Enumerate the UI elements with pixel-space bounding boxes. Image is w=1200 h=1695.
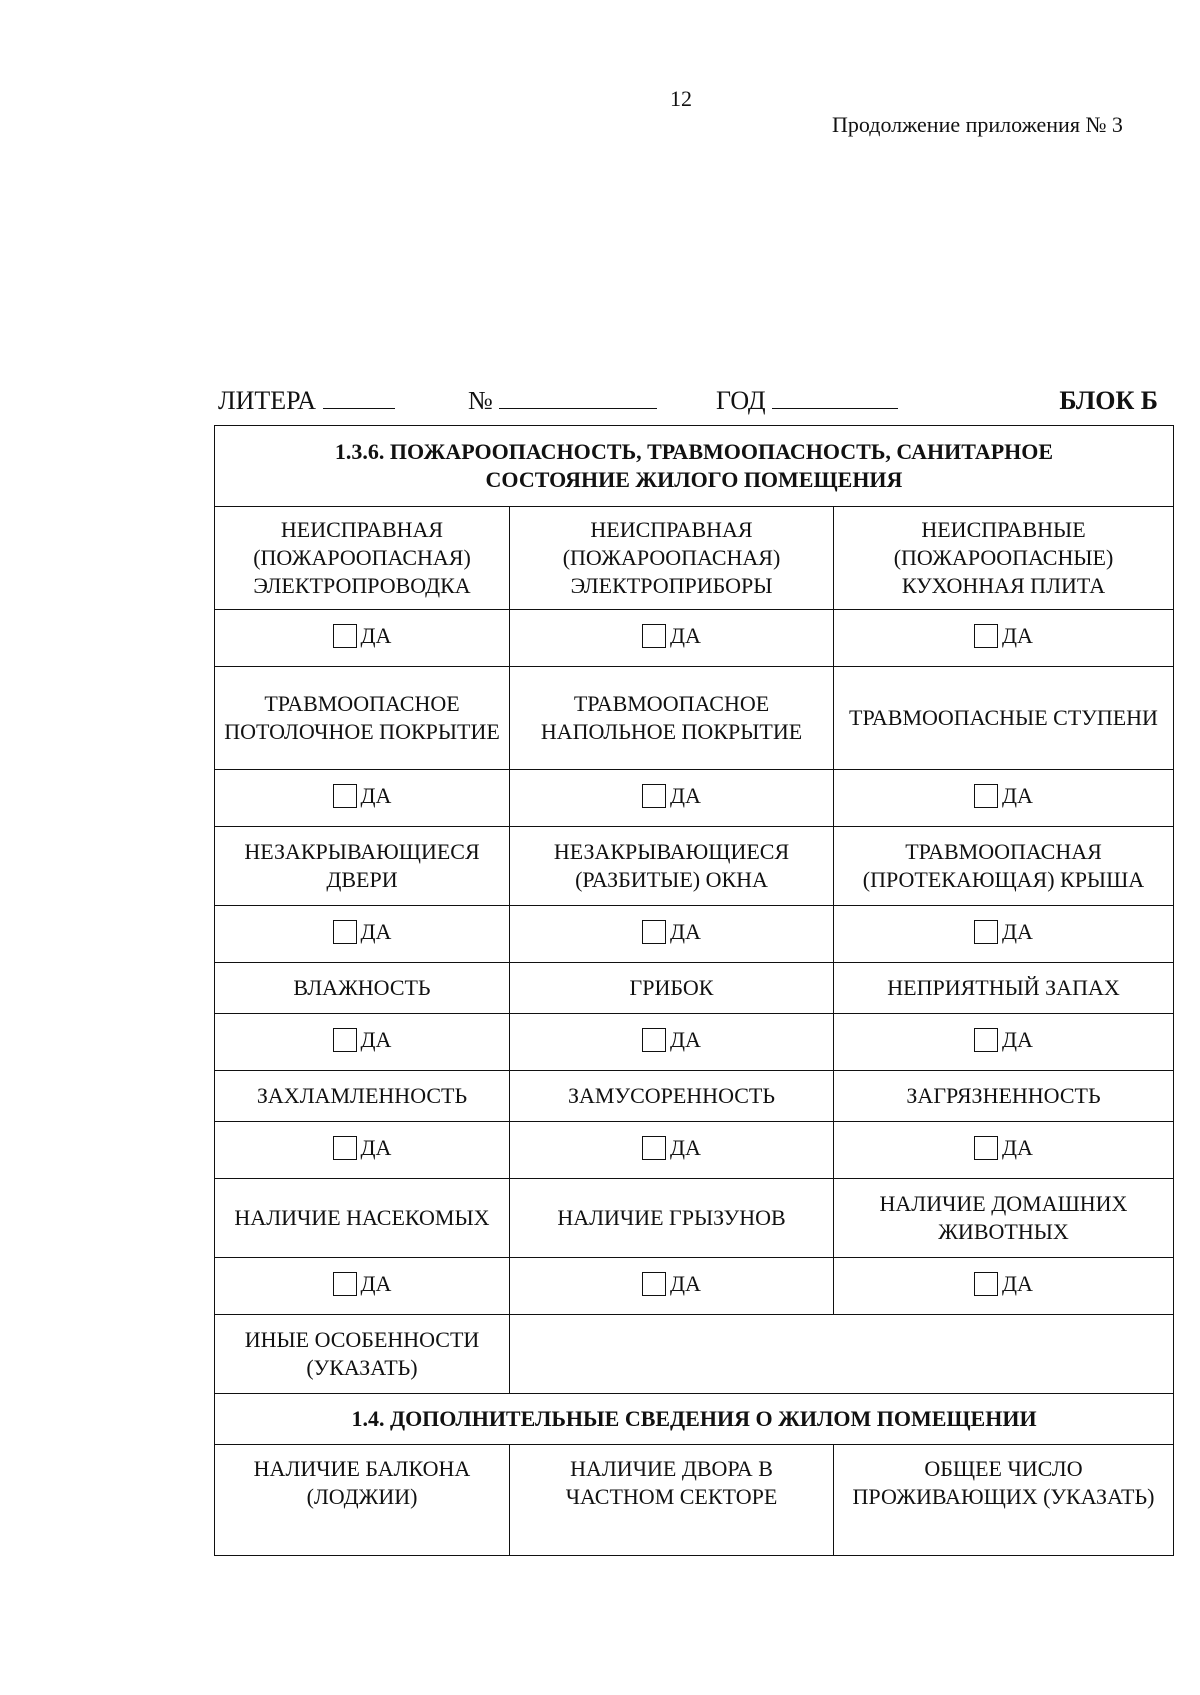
checkbox-square[interactable]: [642, 624, 666, 648]
yes-checkbox[interactable]: [974, 1270, 1033, 1298]
checkbox-square[interactable]: [333, 784, 357, 808]
checkbox-square[interactable]: [333, 1028, 357, 1052]
label-faulty-stove: НЕИСПРАВНЫЕ (ПОЖАРООПАСНЫЕ) КУХОННАЯ ПЛИТА: [834, 507, 1174, 610]
section-136-title-line2: СОСТОЯНИЕ ЖИЛОГО ПОМЕЩЕНИЯ: [485, 467, 903, 492]
year-input[interactable]: [772, 386, 898, 409]
section-14-header: [215, 1394, 1174, 1445]
yes-label: ДА: [1002, 782, 1033, 808]
yes-label: ДА: [360, 1270, 392, 1296]
label-row: [215, 1071, 1174, 1122]
yes-checkbox[interactable]: [333, 782, 392, 810]
label-doors: НЕЗАКРЫВАЮЩИЕСЯ ДВЕРИ: [215, 827, 510, 906]
checkbox-square[interactable]: [974, 920, 998, 944]
yes-checkbox[interactable]: [974, 622, 1033, 650]
yes-label: ДА: [670, 1026, 701, 1052]
label-row: [215, 963, 1174, 1014]
yes-label: ДА: [1002, 1270, 1033, 1296]
label-other-features: ИНЫЕ ОСОБЕННОСТИ (УКАЗАТЬ): [215, 1315, 510, 1394]
section-136-title-line1: 1.3.6. ПОЖАРООПАСНОСТЬ, ТРАВМООПАСНОСТЬ, САНИТАРНОЕ: [334, 439, 1054, 464]
checkbox-square[interactable]: [974, 624, 998, 648]
label-row: [215, 827, 1174, 906]
label-balcony: НАЛИЧИЕ БАЛКОНА (ЛОДЖИИ): [215, 1445, 510, 1556]
yes-checkbox[interactable]: [642, 1270, 701, 1298]
checkbox-row: [215, 1258, 1174, 1315]
yes-checkbox[interactable]: [642, 622, 701, 650]
label-row: [215, 667, 1174, 770]
label-fungus: ГРИБОК: [510, 963, 834, 1014]
checkbox-row: [215, 1014, 1174, 1071]
number-label: №: [468, 386, 493, 415]
yes-label: ДА: [1002, 622, 1033, 648]
yes-checkbox[interactable]: [333, 1134, 392, 1162]
label-yard: НАЛИЧИЕ ДВОРА В ЧАСТНОМ СЕКТОРЕ: [510, 1445, 834, 1556]
yes-checkbox[interactable]: [974, 782, 1033, 810]
number-input[interactable]: [499, 386, 657, 409]
checkbox-row: [215, 770, 1174, 827]
yes-checkbox[interactable]: [642, 782, 701, 810]
yes-checkbox[interactable]: [974, 1134, 1033, 1162]
block-label: БЛОК Б: [1059, 386, 1158, 415]
checkbox-square[interactable]: [642, 1136, 666, 1160]
appendix-note: Продолжение приложения № 3: [832, 112, 1123, 137]
checkbox-row: [215, 906, 1174, 963]
label-pets: НАЛИЧИЕ ДОМАШНИХ ЖИВОТНЫХ: [834, 1179, 1174, 1258]
checkbox-square[interactable]: [974, 1028, 998, 1052]
yes-label: ДА: [1002, 918, 1033, 944]
yes-label: ДА: [360, 622, 392, 648]
checkbox-row: [215, 610, 1174, 667]
litera-input[interactable]: [323, 386, 395, 409]
yes-label: ДА: [670, 918, 701, 944]
checkbox-square[interactable]: [974, 1136, 998, 1160]
checkbox-square[interactable]: [642, 1028, 666, 1052]
number-field: [468, 386, 657, 416]
checkbox-square[interactable]: [333, 920, 357, 944]
yes-label: ДА: [1002, 1026, 1033, 1052]
label-dirt: ЗАГРЯЗНЕННОСТЬ: [834, 1071, 1174, 1122]
year-label: ГОД: [716, 386, 766, 415]
yes-label: ДА: [670, 622, 701, 648]
checkbox-row: [215, 1122, 1174, 1179]
label-clutter: ЗАХЛАМЛЕННОСТЬ: [215, 1071, 510, 1122]
yes-checkbox[interactable]: [333, 1026, 392, 1054]
other-features-input[interactable]: [510, 1315, 1174, 1394]
label-stairs-hazard: ТРАВМООПАСНЫЕ СТУПЕНИ: [834, 667, 1174, 770]
yes-label: ДА: [360, 782, 392, 808]
yes-label: ДА: [670, 782, 701, 808]
yes-checkbox[interactable]: [333, 1270, 392, 1298]
yes-checkbox[interactable]: [333, 918, 392, 946]
checkbox-square[interactable]: [642, 920, 666, 944]
checkbox-square[interactable]: [642, 784, 666, 808]
year-field: [716, 386, 898, 416]
yes-label: ДА: [670, 1134, 701, 1160]
yes-checkbox[interactable]: [642, 1026, 701, 1054]
yes-label: ДА: [670, 1270, 701, 1296]
other-features-row: [215, 1315, 1174, 1394]
label-faulty-appliances: НЕИСПРАВНАЯ (ПОЖАРООПАСНАЯ) ЭЛЕКТРОПРИБОРЫ: [510, 507, 834, 610]
label-litter: ЗАМУСОРЕННОСТЬ: [510, 1071, 834, 1122]
litera-field: [218, 386, 395, 416]
page-number: 12: [670, 86, 692, 111]
yes-checkbox[interactable]: [333, 622, 392, 650]
label-odor: НЕПРИЯТНЫЙ ЗАПАХ: [834, 963, 1174, 1014]
label-ceiling-hazard: ТРАВМООПАСНОЕ ПОТОЛОЧНОЕ ПОКРЫТИЕ: [215, 667, 510, 770]
yes-checkbox[interactable]: [642, 1134, 701, 1162]
checkbox-square[interactable]: [333, 624, 357, 648]
checkbox-square[interactable]: [642, 1272, 666, 1296]
checkbox-square[interactable]: [333, 1272, 357, 1296]
label-faulty-wiring: НЕИСПРАВНАЯ (ПОЖАРООПАСНАЯ) ЭЛЕКТРОПРОВОДКА: [215, 507, 510, 610]
label-rodents: НАЛИЧИЕ ГРЫЗУНОВ: [510, 1179, 834, 1258]
form-header: [218, 380, 1173, 420]
checkbox-square[interactable]: [974, 784, 998, 808]
section-136-header: [215, 426, 1174, 507]
label-row: [215, 507, 1174, 610]
form-table: [214, 425, 1174, 1556]
label-humidity: ВЛАЖНОСТЬ: [215, 963, 510, 1014]
yes-checkbox[interactable]: [974, 1026, 1033, 1054]
label-roof: ТРАВМООПАСНАЯ (ПРОТЕКАЮЩАЯ) КРЫША: [834, 827, 1174, 906]
yes-label: ДА: [360, 1134, 392, 1160]
label-insects: НАЛИЧИЕ НАСЕКОМЫХ: [215, 1179, 510, 1258]
label-windows: НЕЗАКРЫВАЮЩИЕСЯ (РАЗБИТЫЕ) ОКНА: [510, 827, 834, 906]
checkbox-square[interactable]: [333, 1136, 357, 1160]
yes-checkbox[interactable]: [974, 918, 1033, 946]
litera-label: ЛИТЕРА: [218, 386, 317, 415]
yes-label: ДА: [360, 1026, 392, 1052]
label-floor-hazard: ТРАВМООПАСНОЕ НАПОЛЬНОЕ ПОКРЫТИЕ: [510, 667, 834, 770]
label-residents-count: ОБЩЕЕ ЧИСЛО ПРОЖИВАЮЩИХ (УКАЗАТЬ): [834, 1445, 1174, 1556]
label-row: [215, 1179, 1174, 1258]
section-14-title: 1.4. ДОПОЛНИТЕЛЬНЫЕ СВЕДЕНИЯ О ЖИЛОМ ПОМЕЩЕНИИ: [215, 1394, 1174, 1445]
yes-checkbox[interactable]: [642, 918, 701, 946]
yes-label: ДА: [360, 918, 392, 944]
checkbox-square[interactable]: [974, 1272, 998, 1296]
label-row: [215, 1445, 1174, 1556]
yes-label: ДА: [1002, 1134, 1033, 1160]
